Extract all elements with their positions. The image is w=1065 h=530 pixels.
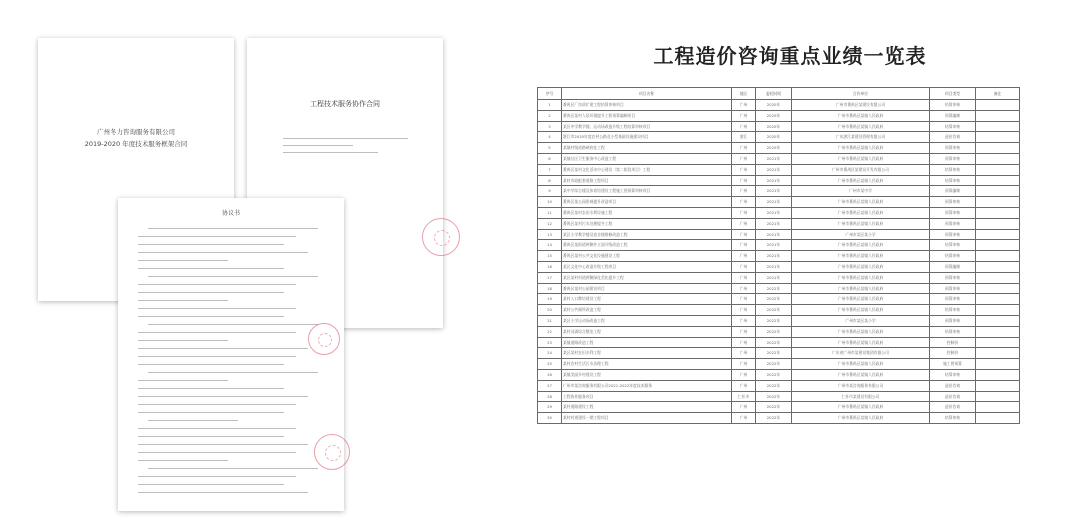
cell-region: 广州 bbox=[732, 413, 756, 424]
table-row bbox=[538, 197, 1020, 208]
cell-remark bbox=[976, 261, 1020, 272]
cell-type: 控制价 bbox=[930, 348, 976, 359]
cell-region: 广州 bbox=[732, 294, 756, 305]
cell-remark bbox=[976, 294, 1020, 305]
cell-partner: 广州市某咨询服务有限公司 bbox=[792, 380, 930, 391]
cell-index: 7 bbox=[538, 164, 562, 175]
cell-date: 2020年 bbox=[756, 132, 792, 143]
cell-date: 2021年 bbox=[756, 175, 792, 186]
table-row bbox=[538, 305, 1020, 316]
table-row bbox=[538, 294, 1020, 305]
doc3-text-line bbox=[138, 244, 284, 245]
table-row bbox=[538, 283, 1020, 294]
cell-date: 2022年 bbox=[756, 348, 792, 359]
doc3-text-line bbox=[138, 452, 296, 453]
cell-partner: 广州市番禺区某镇人民政府 bbox=[792, 218, 930, 229]
cell-project-name: 某村市政配套道路工程项目 bbox=[562, 175, 732, 186]
cell-project-name: 某镇村级道路硬底化工程 bbox=[562, 143, 732, 154]
cell-project-name: 某村村道建设一期工程项目 bbox=[562, 413, 732, 424]
cell-index: 29 bbox=[538, 402, 562, 413]
table-header-row bbox=[538, 88, 1020, 100]
cell-date: 2021年 bbox=[756, 207, 792, 218]
cell-date: 2022年 bbox=[756, 402, 792, 413]
cell-date: 2022年 bbox=[756, 413, 792, 424]
cell-index: 14 bbox=[538, 240, 562, 251]
cell-project-name: 番禺区某村公园建设项目 bbox=[562, 283, 732, 294]
cell-partner: 广东省广州市某建设集团有限公司 bbox=[792, 348, 930, 359]
doc3-text-line bbox=[138, 444, 308, 445]
cell-region: 湛江 bbox=[732, 132, 756, 143]
cell-date: 2021年 bbox=[756, 197, 792, 208]
cell-partner: 广州市番禺区某镇人民政府 bbox=[792, 283, 930, 294]
cell-region: 广州 bbox=[732, 283, 756, 294]
doc1-subtitle: 2019-2020 年度技术服务框架合同 bbox=[84, 140, 188, 148]
table-row bbox=[538, 218, 1020, 229]
cell-region: 广州 bbox=[732, 348, 756, 359]
cell-region: 广州 bbox=[732, 380, 756, 391]
cell-remark bbox=[976, 100, 1020, 111]
cell-partner: 广州市番禺区某建设有限公司 bbox=[792, 100, 930, 111]
table-row bbox=[538, 229, 1020, 240]
table-row bbox=[538, 261, 1020, 272]
cell-partner: 广州市番禺区某镇人民政府 bbox=[792, 197, 930, 208]
cell-date: 2022年 bbox=[756, 326, 792, 337]
cell-remark bbox=[976, 391, 1020, 402]
col-header-region: 地区 bbox=[732, 88, 756, 100]
cell-index: 15 bbox=[538, 251, 562, 262]
cell-index: 23 bbox=[538, 337, 562, 348]
cell-region: 广州 bbox=[732, 251, 756, 262]
cell-index: 5 bbox=[538, 143, 562, 154]
table-title: 工程造价咨询重点业绩一览表 bbox=[653, 44, 927, 68]
cell-project-name: 湛江市2020年度农村公路及小型基础设施建设项目 bbox=[562, 132, 732, 143]
cell-remark bbox=[976, 369, 1020, 380]
cell-date: 2022年 bbox=[756, 359, 792, 370]
doc3-text-line bbox=[138, 380, 228, 381]
cell-index: 9 bbox=[538, 186, 562, 197]
cell-region: 广州 bbox=[732, 164, 756, 175]
cell-project-name: 某村入口牌坊建设工程 bbox=[562, 294, 732, 305]
cell-project-name: 某村道路建设工程 bbox=[562, 402, 732, 413]
cell-date: 2022年 bbox=[756, 283, 792, 294]
cell-remark bbox=[976, 337, 1020, 348]
cell-date: 2022年 bbox=[756, 380, 792, 391]
cell-remark bbox=[976, 197, 1020, 208]
cell-remark bbox=[976, 413, 1020, 424]
doc3-title: 协议书 bbox=[221, 210, 240, 217]
cell-partner: 广州市番禺区某镇人民政府 bbox=[792, 261, 930, 272]
cell-type: 造价咨询 bbox=[930, 402, 976, 413]
cell-partner: 广州市番禺区某镇人民政府 bbox=[792, 143, 930, 154]
cell-type: 控制价 bbox=[930, 337, 976, 348]
cell-region: 仁怀市 bbox=[732, 391, 756, 402]
cell-type: 预算审核 bbox=[930, 229, 976, 240]
cell-region: 广州 bbox=[732, 261, 756, 272]
cell-remark bbox=[976, 305, 1020, 316]
table-row bbox=[538, 391, 1020, 402]
cell-index: 13 bbox=[538, 229, 562, 240]
doc1-company: 广州冬力咨询服务有限公司 bbox=[97, 128, 175, 136]
cell-type: 预算审核 bbox=[930, 197, 976, 208]
cell-project-name: 番禺区某村文化活动中心建设（第二阶段项目）工程 bbox=[562, 164, 732, 175]
doc3-text-line bbox=[138, 308, 296, 309]
cell-index: 21 bbox=[538, 315, 562, 326]
cell-remark bbox=[976, 186, 1020, 197]
cell-index: 24 bbox=[538, 348, 562, 359]
col-header-type: 项目类型 bbox=[930, 88, 976, 100]
doc3-text-line bbox=[138, 268, 284, 269]
cell-index: 30 bbox=[538, 413, 562, 424]
cell-index: 8 bbox=[538, 175, 562, 186]
cell-date: 2021年 bbox=[756, 240, 792, 251]
cell-date: 2020年 bbox=[756, 100, 792, 111]
cell-remark bbox=[976, 326, 1020, 337]
cell-type: 结算审核 bbox=[930, 305, 976, 316]
cell-index: 26 bbox=[538, 369, 562, 380]
doc3-text-line bbox=[138, 460, 228, 461]
table-row bbox=[538, 348, 1020, 359]
cell-date: 2021年 bbox=[756, 272, 792, 283]
performance-table bbox=[537, 87, 1020, 424]
table-row bbox=[538, 326, 1020, 337]
cell-partner: 广州市番禺区某镇人民政府 bbox=[792, 251, 930, 262]
cell-partner: 广州市番禺区某镇人民政府 bbox=[792, 207, 930, 218]
cell-region: 广州 bbox=[732, 229, 756, 240]
cell-date: 2021年 bbox=[756, 261, 792, 272]
cell-date: 2022年 bbox=[756, 294, 792, 305]
cell-type: 预算审核 bbox=[930, 218, 976, 229]
doc3-text-line bbox=[138, 284, 296, 285]
cell-type: 施工图预算 bbox=[930, 359, 976, 370]
cell-project-name: 番禺区某村污水处理提升工程 bbox=[562, 218, 732, 229]
cell-type: 结算审核 bbox=[930, 369, 976, 380]
cell-project-name: 某区中学教学楼、运动场改造升级工程结算审核项目 bbox=[562, 121, 732, 132]
doc3-text-line bbox=[138, 484, 284, 485]
table-row bbox=[538, 359, 1020, 370]
cell-partner: 广州市番禺区某镇人民政府 bbox=[792, 153, 930, 164]
cell-date: 2020年 bbox=[756, 121, 792, 132]
cell-type: 结算审核 bbox=[930, 413, 976, 424]
cell-partner: 广州市番禺区某建设开发有限公司 bbox=[792, 164, 930, 175]
cell-date: 2022年 bbox=[756, 337, 792, 348]
cell-project-name: 番禺区某村农田水利设施工程 bbox=[562, 207, 732, 218]
cell-index: 16 bbox=[538, 261, 562, 272]
cell-region: 广州 bbox=[732, 121, 756, 132]
cell-index: 10 bbox=[538, 197, 562, 208]
doc3-text-line bbox=[148, 372, 318, 373]
cell-project-name: 广州市某咨询服务有限公司2021-2022年度技术服务 bbox=[562, 380, 732, 391]
doc3-text-line bbox=[138, 396, 308, 397]
cell-remark bbox=[976, 240, 1020, 251]
doc3-text-line bbox=[148, 468, 318, 469]
table-row bbox=[538, 143, 1020, 154]
cell-region: 广州 bbox=[732, 100, 756, 111]
cell-index: 25 bbox=[538, 359, 562, 370]
table-row bbox=[538, 164, 1020, 175]
cell-project-name: 某村农村生活污水治理工程 bbox=[562, 359, 732, 370]
cell-region: 广州 bbox=[732, 337, 756, 348]
cell-index: 22 bbox=[538, 326, 562, 337]
cell-project-name: 某区某村农田水利工程 bbox=[562, 348, 732, 359]
cell-project-name: 工程协作服务项目 bbox=[562, 391, 732, 402]
col-header-project: 项目名称 bbox=[562, 88, 732, 100]
doc3-text-line bbox=[138, 436, 284, 437]
cell-partner: 广州市某区某小学 bbox=[792, 315, 930, 326]
cell-project-name: 某中学综合楼及体育馆建设工程施工图预算审核项目 bbox=[562, 186, 732, 197]
cell-index: 19 bbox=[538, 294, 562, 305]
cell-region: 广州 bbox=[732, 110, 756, 121]
doc3-text-line bbox=[138, 260, 228, 261]
cell-partner: 广州市番禺区某镇人民政府 bbox=[792, 240, 930, 251]
cell-project-name: 某镇社区卫生服务中心改造工程 bbox=[562, 153, 732, 164]
cell-type: 造价咨询 bbox=[930, 132, 976, 143]
table-row bbox=[538, 251, 1020, 262]
cell-index: 11 bbox=[538, 207, 562, 218]
cell-remark bbox=[976, 229, 1020, 240]
doc3-text-line bbox=[148, 276, 318, 277]
doc3-text-line bbox=[148, 420, 238, 421]
doc3-text-line bbox=[138, 316, 284, 317]
cell-remark bbox=[976, 153, 1020, 164]
cell-remark bbox=[976, 218, 1020, 229]
cell-partner: 广州市番禺区某镇人民政府 bbox=[792, 272, 930, 283]
cell-project-name: 番禺区某公园景观提升改造项目 bbox=[562, 197, 732, 208]
cell-project-name: 某村公共厕所改造工程 bbox=[562, 305, 732, 316]
col-header-index: 序号 bbox=[538, 88, 562, 100]
table-row bbox=[538, 369, 1020, 380]
table-row bbox=[538, 380, 1020, 391]
cell-region: 广州 bbox=[732, 143, 756, 154]
cell-partner: 广州市某中学 bbox=[792, 186, 930, 197]
table-row bbox=[538, 153, 1020, 164]
cell-type: 预算编制 bbox=[930, 110, 976, 121]
cell-project-name: 某区小学教学楼及宿舍楼维修改造工程 bbox=[562, 229, 732, 240]
cell-partner: 广东湛江某建设管理有限公司 bbox=[792, 132, 930, 143]
table-row bbox=[538, 110, 1020, 121]
cell-region: 广州 bbox=[732, 175, 756, 186]
cell-remark bbox=[976, 359, 1020, 370]
cell-region: 广州 bbox=[732, 218, 756, 229]
cell-region: 广州 bbox=[732, 186, 756, 197]
cell-type: 结算审核 bbox=[930, 164, 976, 175]
cell-remark bbox=[976, 283, 1020, 294]
cell-date: 2021年 bbox=[756, 153, 792, 164]
col-header-remark: 备注 bbox=[976, 88, 1020, 100]
cell-date: 2021年 bbox=[756, 251, 792, 262]
cell-type: 结算审核 bbox=[930, 100, 976, 111]
cell-region: 广州 bbox=[732, 359, 756, 370]
cell-date: 2021年 bbox=[756, 218, 792, 229]
cell-date: 2022年 bbox=[756, 315, 792, 326]
cell-remark bbox=[976, 207, 1020, 218]
cell-partner: 广州市番禺区某镇人民政府 bbox=[792, 175, 930, 186]
cell-index: 3 bbox=[538, 121, 562, 132]
cell-type: 结算审核 bbox=[930, 326, 976, 337]
cell-index: 20 bbox=[538, 305, 562, 316]
cell-partner: 广州市番禺区某镇人民政府 bbox=[792, 413, 930, 424]
cell-remark bbox=[976, 175, 1020, 186]
cell-date: 2020年 bbox=[756, 143, 792, 154]
cell-project-name: 某区某村村道两侧绿化美化提升工程 bbox=[562, 272, 732, 283]
cell-type: 结算审核 bbox=[930, 240, 976, 251]
cell-region: 广州 bbox=[732, 305, 756, 316]
cell-remark bbox=[976, 315, 1020, 326]
doc3-text-line bbox=[138, 476, 296, 477]
doc3-stamp-1 bbox=[308, 323, 340, 355]
cell-project-name: 某村河涌综合整治工程 bbox=[562, 326, 732, 337]
cell-project-name: 某区小学运动场改造工程 bbox=[562, 315, 732, 326]
cell-project-name: 某镇美丽乡村建设工程 bbox=[562, 369, 732, 380]
cell-remark bbox=[976, 380, 1020, 391]
col-header-date: 委托时间 bbox=[756, 88, 792, 100]
table-row bbox=[538, 272, 1020, 283]
cell-index: 28 bbox=[538, 391, 562, 402]
cell-partner: 广州市番禺区某镇人民政府 bbox=[792, 326, 930, 337]
doc3-text-line bbox=[138, 340, 228, 341]
doc3-text-line bbox=[138, 364, 284, 365]
table-row bbox=[538, 132, 1020, 143]
cell-project-name: 某镇道路改造工程 bbox=[562, 337, 732, 348]
cell-project-name: 某区文化中心改造升级工程项目 bbox=[562, 261, 732, 272]
cell-date: 2020年 bbox=[756, 110, 792, 121]
cell-region: 广州 bbox=[732, 326, 756, 337]
agreement-document-3 bbox=[118, 198, 344, 511]
cell-partner: 广州市番禺区某镇人民政府 bbox=[792, 359, 930, 370]
doc3-text-line bbox=[138, 300, 228, 301]
table-row bbox=[538, 402, 1020, 413]
cell-type: 结算审核 bbox=[930, 251, 976, 262]
cell-partner: 广州市番禺区某镇人民政府 bbox=[792, 305, 930, 316]
cell-index: 17 bbox=[538, 272, 562, 283]
doc3-text-line bbox=[138, 356, 296, 357]
cell-type: 结算审核 bbox=[930, 175, 976, 186]
cell-date: 2021年 bbox=[756, 164, 792, 175]
cell-remark bbox=[976, 110, 1020, 121]
cell-date: 2022年 bbox=[756, 305, 792, 316]
doc3-text-line bbox=[138, 412, 284, 413]
cell-index: 12 bbox=[538, 218, 562, 229]
cell-date: 2021年 bbox=[756, 229, 792, 240]
doc2-title: 工程技术服务协作合同 bbox=[310, 100, 380, 108]
doc3-text-line bbox=[138, 428, 296, 429]
cell-index: 6 bbox=[538, 153, 562, 164]
cell-region: 广州 bbox=[732, 369, 756, 380]
cell-region: 广州 bbox=[732, 272, 756, 283]
cell-project-name: 番禺区某村人居环境提升工程预算编制项目 bbox=[562, 110, 732, 121]
table-row bbox=[538, 121, 1020, 132]
cell-project-name: 番禺区某村公共文化设施建设工程 bbox=[562, 251, 732, 262]
table-row bbox=[538, 240, 1020, 251]
cell-type: 预算审核 bbox=[930, 207, 976, 218]
cell-type: 结算审核 bbox=[930, 121, 976, 132]
table-row bbox=[538, 315, 1020, 326]
cell-type: 预算审核 bbox=[930, 294, 976, 305]
cell-date: 2022年 bbox=[756, 369, 792, 380]
cell-partner: 广州市番禺区某镇人民政府 bbox=[792, 121, 930, 132]
cell-partner: 广州市番禺区某镇人民政府 bbox=[792, 369, 930, 380]
doc3-text-line bbox=[138, 292, 284, 293]
doc3-text-line bbox=[138, 492, 308, 493]
cell-date: 2022年 bbox=[756, 391, 792, 402]
cell-region: 广州 bbox=[732, 197, 756, 208]
doc3-text-line bbox=[138, 332, 296, 333]
cell-type: 预算审核 bbox=[930, 283, 976, 294]
table-row bbox=[538, 413, 1020, 424]
col-header-partner: 合作单位 bbox=[792, 88, 930, 100]
cell-partner: 广州市番禺区某镇人民政府 bbox=[792, 337, 930, 348]
cell-type: 预算审核 bbox=[930, 143, 976, 154]
cell-remark bbox=[976, 402, 1020, 413]
table-row bbox=[538, 337, 1020, 348]
cell-type: 预算编制 bbox=[930, 261, 976, 272]
cell-remark bbox=[976, 272, 1020, 283]
doc3-text-line bbox=[138, 252, 308, 253]
cell-project-name: 番禺区某街道两侧外立面升级改造工程 bbox=[562, 240, 732, 251]
table-row bbox=[538, 186, 1020, 197]
doc3-text-line bbox=[138, 388, 284, 389]
cell-type: 预算编制 bbox=[930, 186, 976, 197]
cell-remark bbox=[976, 143, 1020, 154]
cell-date: 2021年 bbox=[756, 186, 792, 197]
doc3-stamp-2 bbox=[314, 434, 350, 470]
cell-partner: 广州市番禺区某镇人民政府 bbox=[792, 110, 930, 121]
cell-type: 预算审核 bbox=[930, 153, 976, 164]
cell-partner: 广州市番禺区某镇人民政府 bbox=[792, 294, 930, 305]
table-body bbox=[538, 100, 1020, 424]
cell-region: 广州 bbox=[732, 402, 756, 413]
cell-index: 18 bbox=[538, 283, 562, 294]
doc2-stamp bbox=[422, 218, 460, 256]
cell-index: 1 bbox=[538, 100, 562, 111]
cell-region: 广州 bbox=[732, 153, 756, 164]
cell-type: 造价咨询 bbox=[930, 380, 976, 391]
table-row bbox=[538, 207, 1020, 218]
doc3-text-line bbox=[148, 324, 318, 325]
cell-type: 预算审核 bbox=[930, 315, 976, 326]
table-row bbox=[538, 100, 1020, 111]
table-row bbox=[538, 175, 1020, 186]
cell-remark bbox=[976, 348, 1020, 359]
doc3-text-line bbox=[138, 404, 296, 405]
cell-partner: 广州市某区某小学 bbox=[792, 229, 930, 240]
cell-remark bbox=[976, 121, 1020, 132]
cell-index: 2 bbox=[538, 110, 562, 121]
cell-remark bbox=[976, 164, 1020, 175]
cell-type: 预算审核 bbox=[930, 272, 976, 283]
cell-index: 27 bbox=[538, 380, 562, 391]
cell-partner: 仁怀市某建设有限公司 bbox=[792, 391, 930, 402]
doc3-text-line bbox=[138, 236, 296, 237]
doc3-text-line bbox=[138, 348, 308, 349]
cell-project-name: 番禺区厂房改扩建工程结算审核项目 bbox=[562, 100, 732, 111]
cell-region: 广州 bbox=[732, 240, 756, 251]
cell-partner: 广州市番禺区某镇人民政府 bbox=[792, 402, 930, 413]
cell-region: 广州 bbox=[732, 315, 756, 326]
doc3-text-line bbox=[148, 228, 318, 229]
cell-type: 造价咨询 bbox=[930, 391, 976, 402]
cell-index: 4 bbox=[538, 132, 562, 143]
cell-region: 广州 bbox=[732, 207, 756, 218]
cell-remark bbox=[976, 132, 1020, 143]
cell-remark bbox=[976, 251, 1020, 262]
